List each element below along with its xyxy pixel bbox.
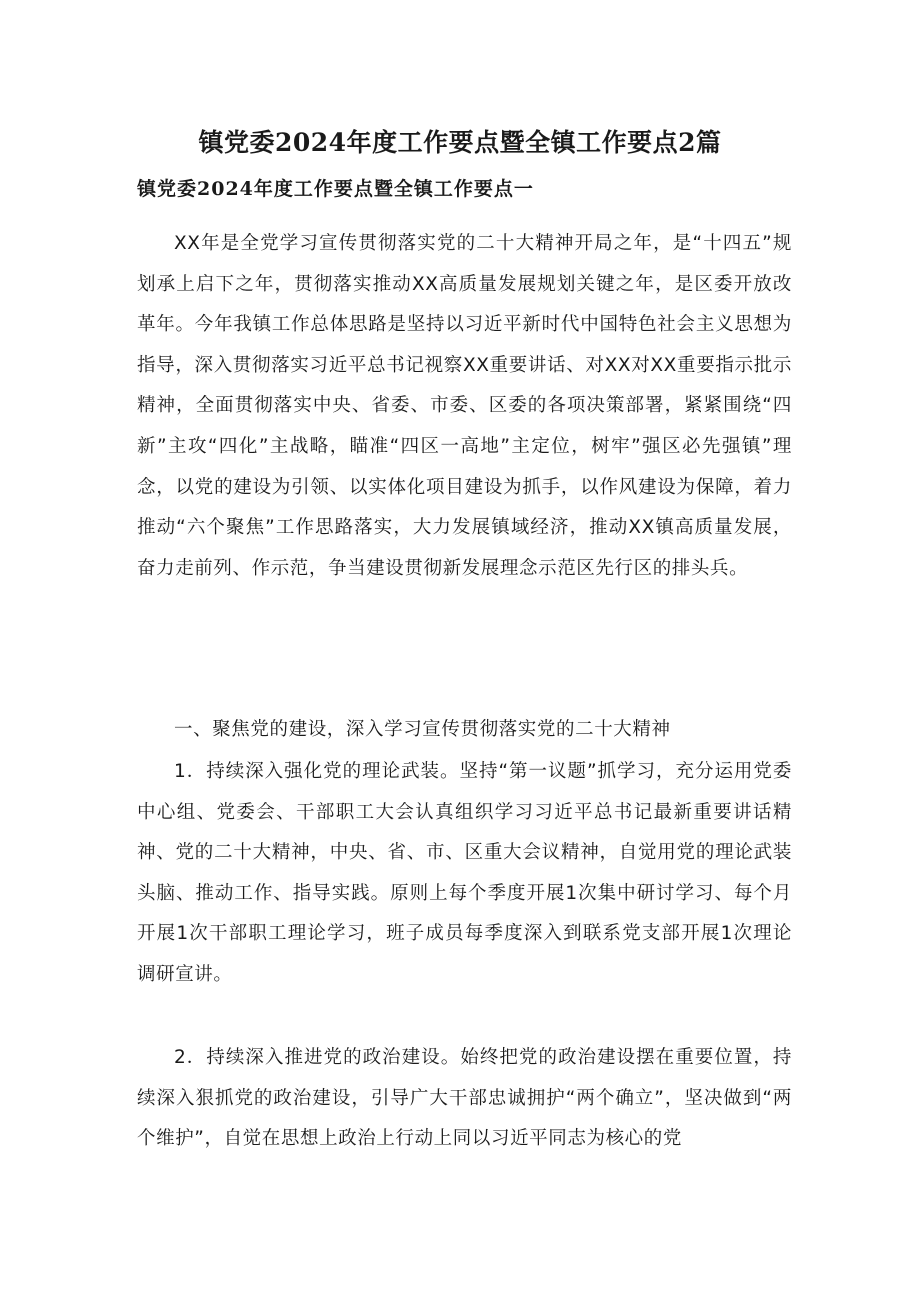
document-title: 镇党委2024年度工作要点暨全镇工作要点2篇 bbox=[198, 128, 722, 157]
document-subtitle: 镇党委2024年度工作要点暨全镇工作要点一 bbox=[137, 178, 534, 200]
intro-paragraph: XX年是全党学习宣传贯彻落实党的二十大精神开局之年，是“十四五”规划承上启下之年，贯彻落实推动XX高质量发展规划关键之年，是区委开放改革年。今年我镇工作总体思路是坚持以习近平新时代中国特色社会主义思想为指导，深入贯彻落实习近平总书记视察XX重要讲话、对XX对XX重要指示批示精神，全面贯彻落实中央、省委、市委、区委的各项决策部署，紧紧围绕“四新”主攻“四化”主战略，瞄准“四区一高地”主定位，树牢”强区必先强镇”理念，以党的建设为引领、以实体化项目建设为抓手，以作风建设为保障，着力推动“六个聚焦”工作思路落实，大力发展镇域经济，推动XX镇高质量发展，奋力走前列、作示范，争当建设贯彻新发展理念示范区先行区的排头兵。 bbox=[137, 233, 792, 579]
item-paragraph-1: 1．持续深入强化党的理论武装。坚持“第一议题”抓学习，充分运用党委中心组、党委会、干部职工大会认真组织学习习近平总书记最新重要讲话精神、党的二十大精神，中央、省、市、区重大会议精神，自觉用党的理论武装头脑、推动工作、指导实践。原则上每个季度开展1次集中研讨学习、每个月开展1次干部职工理论学习，班子成员每季度深入到联系党支部开展1次理论调研宣讲。 bbox=[137, 761, 792, 985]
item-paragraph-2: 2．持续深入推进党的政治建设。始终把党的政治建设摆在重要位置，持续深入狠抓党的政治建设，引导广大干部忠诚拥护“两个确立”，坚决做到“两个维护”，自觉在思想上政治上行动上同以习近平同志为核心的党 bbox=[137, 1047, 792, 1150]
section-heading: 一、聚焦党的建设，深入学习宣传贯彻落实党的二十大精神 bbox=[174, 719, 671, 740]
